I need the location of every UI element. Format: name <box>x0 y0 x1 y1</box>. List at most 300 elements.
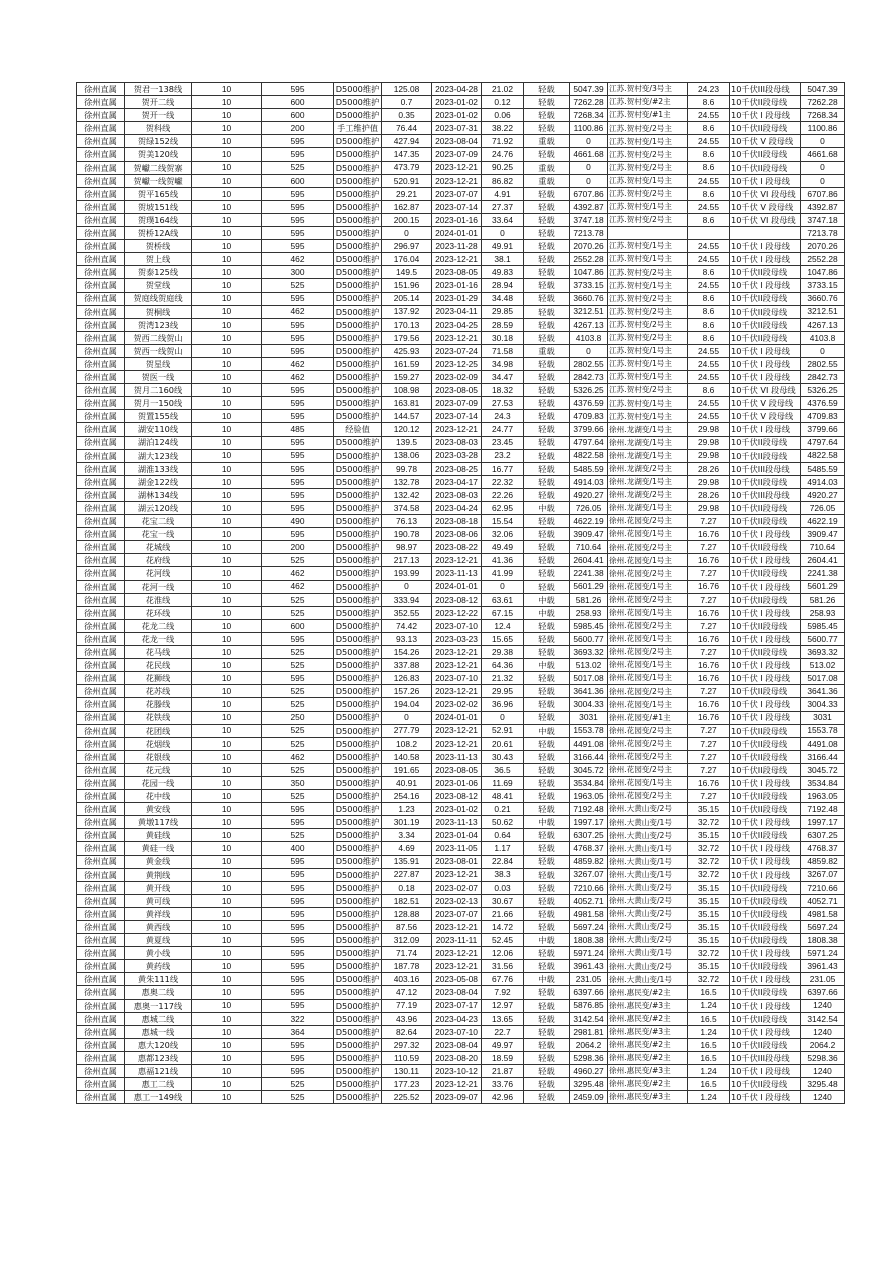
cell-open-capacity: 1963.05 <box>570 790 608 803</box>
cell-substation-transformer: 徐州.花园变/2号主 <box>608 567 688 580</box>
cell-load-status: 重载 <box>524 174 570 187</box>
cell-date: 2023-12-21 <box>432 724 482 737</box>
cell-date: 2023-08-03 <box>432 488 482 501</box>
cell-busbar-capacity: 5697.24 <box>801 921 845 934</box>
table-row <box>77 816 845 829</box>
cell-load-status: 轻载 <box>524 410 570 423</box>
cell-load: 108.2 <box>382 737 432 750</box>
cell-transformer-capacity: 24.55 <box>688 253 730 266</box>
cell-date: 2023-04-11 <box>432 305 482 318</box>
cell-line-name: 花滕线 <box>125 698 192 711</box>
cell-load: 138.06 <box>382 449 432 462</box>
cell-load-rate: 49.83 <box>482 266 524 279</box>
cell-conductor: 595 <box>262 632 334 645</box>
cell-transformer-capacity: 16.76 <box>688 776 730 789</box>
cell-voltage: 10 <box>192 318 262 331</box>
cell-maintain-mode: D5000维护 <box>334 541 382 554</box>
cell-busbar: 10千伏II段母线 <box>730 305 801 318</box>
cell-maintain-mode: D5000维护 <box>334 776 382 789</box>
cell-voltage: 10 <box>192 292 262 305</box>
cell-conductor: 462 <box>262 305 334 318</box>
table-row <box>77 187 845 200</box>
cell-load-rate: 21.87 <box>482 1065 524 1078</box>
cell-voltage: 10 <box>192 1051 262 1064</box>
cell-load-status: 轻载 <box>524 266 570 279</box>
table-row <box>77 698 845 711</box>
cell-conductor: 462 <box>262 371 334 384</box>
cell-open-capacity: 4960.27 <box>570 1065 608 1078</box>
cell-busbar-capacity: 1047.86 <box>801 266 845 279</box>
cell-load: 163.81 <box>382 397 432 410</box>
cell-load: 200.15 <box>382 213 432 226</box>
cell-voltage: 10 <box>192 384 262 397</box>
cell-load-rate: 15.65 <box>482 632 524 645</box>
cell-line-name: 黄金线 <box>125 855 192 868</box>
cell-date: 2023-07-14 <box>432 410 482 423</box>
cell-load-status: 轻载 <box>524 397 570 410</box>
cell-busbar: 10千伏II段母线 <box>730 619 801 632</box>
cell-busbar-capacity: 710.64 <box>801 541 845 554</box>
cell-maintain-mode: D5000维护 <box>334 829 382 842</box>
cell-conductor: 525 <box>262 279 334 292</box>
cell-busbar: 10千伏 VI 段母线 <box>730 187 801 200</box>
cell-open-capacity: 5876.85 <box>570 999 608 1012</box>
cell-open-capacity: 3693.32 <box>570 646 608 659</box>
cell-busbar: 10千伏II段母线 <box>730 475 801 488</box>
cell-transformer-capacity: 8.6 <box>688 122 730 135</box>
cell-open-capacity: 710.64 <box>570 541 608 554</box>
cell-busbar: 10千伏 I 段母线 <box>730 174 801 187</box>
cell-busbar: 10千伏II段母线 <box>730 934 801 947</box>
cell-date: 2023-04-24 <box>432 502 482 515</box>
cell-busbar: 10千伏 I 段母线 <box>730 973 801 986</box>
cell-maintain-mode: D5000维护 <box>334 227 382 240</box>
cell-voltage: 10 <box>192 436 262 449</box>
cell-load: 3.34 <box>382 829 432 842</box>
table-row <box>77 488 845 501</box>
cell-busbar: 10千伏II段母线 <box>730 986 801 999</box>
cell-line-name: 湖大123线 <box>125 449 192 462</box>
table-row <box>77 1091 845 1104</box>
cell-load-status: 轻载 <box>524 253 570 266</box>
cell-date: 2023-07-10 <box>432 619 482 632</box>
cell-date: 2023-02-13 <box>432 894 482 907</box>
cell-conductor: 595 <box>262 384 334 397</box>
cell-load-status: 轻载 <box>524 619 570 632</box>
cell-date: 2023-12-21 <box>432 685 482 698</box>
cell-unit: 徐州直属 <box>77 868 125 881</box>
cell-line-name: 贺星线 <box>125 357 192 370</box>
cell-load-rate: 62.95 <box>482 502 524 515</box>
cell-load: 193.99 <box>382 567 432 580</box>
cell-conductor: 595 <box>262 816 334 829</box>
cell-substation-transformer: 徐州.龙湖变/1号主 <box>608 449 688 462</box>
cell-transformer-capacity: 8.6 <box>688 331 730 344</box>
cell-load-rate: 21.32 <box>482 672 524 685</box>
cell-load-rate: 21.66 <box>482 907 524 920</box>
cell-unit: 徐州直属 <box>77 122 125 135</box>
cell-unit: 徐州直属 <box>77 934 125 947</box>
cell-load: 182.51 <box>382 894 432 907</box>
cell-load: 337.88 <box>382 659 432 672</box>
cell-unit: 徐州直属 <box>77 357 125 370</box>
cell-line-name: 黄安线 <box>125 803 192 816</box>
cell-load: 254.16 <box>382 790 432 803</box>
cell-busbar-capacity: 231.05 <box>801 973 845 986</box>
cell-voltage: 10 <box>192 1025 262 1038</box>
table-row <box>77 554 845 567</box>
cell-maintain-mode: D5000维护 <box>334 1012 382 1025</box>
cell-transformer-capacity: 35.15 <box>688 907 730 920</box>
cell-load-rate: 27.53 <box>482 397 524 410</box>
cell-busbar: 10千伏II段母线 <box>730 737 801 750</box>
cell-load: 0.7 <box>382 96 432 109</box>
cell-load-rate: 0 <box>482 580 524 593</box>
cell-load-rate: 30.67 <box>482 894 524 907</box>
cell-load-rate: 23.45 <box>482 436 524 449</box>
cell-open-capacity: 4392.87 <box>570 200 608 213</box>
cell-load-status: 轻载 <box>524 632 570 645</box>
cell-busbar-capacity: 3142.54 <box>801 1012 845 1025</box>
cell-voltage: 10 <box>192 593 262 606</box>
cell-busbar: 10千伏II段母线 <box>730 790 801 803</box>
cell-open-capacity: 3166.44 <box>570 750 608 763</box>
cell-load-status: 轻载 <box>524 685 570 698</box>
cell-substation-transformer: 徐州.花园变/1号主 <box>608 776 688 789</box>
cell-load-status: 轻载 <box>524 672 570 685</box>
cell-unit: 徐州直属 <box>77 240 125 253</box>
cell-load-status: 轻载 <box>524 279 570 292</box>
cell-transformer-capacity: 1.24 <box>688 1091 730 1104</box>
table-row <box>77 96 845 109</box>
table-row <box>77 528 845 541</box>
cell-voltage: 10 <box>192 161 262 174</box>
table-row <box>77 109 845 122</box>
cell-open-capacity: 4052.71 <box>570 894 608 907</box>
cell-line-name: 贺庭线贺庭线 <box>125 292 192 305</box>
cell-transformer-capacity: 16.76 <box>688 580 730 593</box>
cell-maintain-mode: D5000维护 <box>334 161 382 174</box>
cell-maintain-mode: D5000维护 <box>334 763 382 776</box>
cell-busbar-capacity: 2070.26 <box>801 240 845 253</box>
cell-load: 296.97 <box>382 240 432 253</box>
cell-load-rate: 90.25 <box>482 161 524 174</box>
cell-line-name: 贺湾123线 <box>125 318 192 331</box>
cell-substation-transformer: 徐州.花园变/2号主 <box>608 790 688 803</box>
cell-voltage: 10 <box>192 855 262 868</box>
cell-load: 157.26 <box>382 685 432 698</box>
cell-load: 352.55 <box>382 606 432 619</box>
cell-voltage: 10 <box>192 1065 262 1078</box>
cell-load-rate: 30.18 <box>482 331 524 344</box>
cell-open-capacity: 2241.38 <box>570 567 608 580</box>
cell-open-capacity: 4768.37 <box>570 842 608 855</box>
cell-load-status: 轻载 <box>524 1012 570 1025</box>
cell-substation-transformer <box>608 227 688 240</box>
cell-open-capacity: 2981.81 <box>570 1025 608 1038</box>
cell-unit: 徐州直属 <box>77 488 125 501</box>
cell-conductor: 595 <box>262 528 334 541</box>
cell-line-name: 贺桐线 <box>125 305 192 318</box>
cell-line-name: 贺上线 <box>125 253 192 266</box>
cell-line-name: 湖淮133线 <box>125 462 192 475</box>
cell-unit: 徐州直属 <box>77 1078 125 1091</box>
cell-transformer-capacity: 28.26 <box>688 488 730 501</box>
cell-line-name: 花淮线 <box>125 593 192 606</box>
cell-load: 149.5 <box>382 266 432 279</box>
table-row <box>77 1038 845 1051</box>
cell-busbar-capacity: 6397.66 <box>801 986 845 999</box>
cell-load-status: 轻载 <box>524 1038 570 1051</box>
cell-load: 135.91 <box>382 855 432 868</box>
cell-substation-transformer: 江苏.贺村变/1号主 <box>608 410 688 423</box>
cell-load-status: 中载 <box>524 724 570 737</box>
cell-substation-transformer: 徐州.大黄山变/2号 <box>608 934 688 947</box>
cell-unit: 徐州直属 <box>77 1091 125 1104</box>
table-row <box>77 384 845 397</box>
cell-busbar-capacity: 2802.55 <box>801 357 845 370</box>
cell-date: 2023-08-20 <box>432 1051 482 1064</box>
cell-date: 2023-12-21 <box>432 554 482 567</box>
cell-busbar-capacity: 5601.29 <box>801 580 845 593</box>
cell-substation-transformer: 徐州.花园变/1号主 <box>608 580 688 593</box>
cell-maintain-mode: D5000维护 <box>334 174 382 187</box>
cell-load: 301.19 <box>382 816 432 829</box>
cell-transformer-capacity: 1.24 <box>688 1065 730 1078</box>
cell-transformer-capacity: 7.27 <box>688 790 730 803</box>
cell-voltage: 10 <box>192 213 262 226</box>
cell-load: 4.69 <box>382 842 432 855</box>
cell-voltage: 10 <box>192 148 262 161</box>
cell-line-name: 花狮线 <box>125 672 192 685</box>
cell-load-status: 轻载 <box>524 122 570 135</box>
cell-busbar-capacity: 5326.25 <box>801 384 845 397</box>
cell-busbar: 10千伏II段母线 <box>730 161 801 174</box>
table-row <box>77 868 845 881</box>
cell-transformer-capacity: 8.6 <box>688 384 730 397</box>
cell-unit: 徐州直属 <box>77 907 125 920</box>
cell-load-status: 轻载 <box>524 554 570 567</box>
cell-date: 2023-03-28 <box>432 449 482 462</box>
cell-load-rate: 31.56 <box>482 960 524 973</box>
cell-load-rate: 0.21 <box>482 803 524 816</box>
cell-load: 40.91 <box>382 776 432 789</box>
cell-voltage: 10 <box>192 750 262 763</box>
cell-busbar: 10千伏 I 段母线 <box>730 1065 801 1078</box>
cell-load-rate: 27.37 <box>482 200 524 213</box>
cell-open-capacity: 3004.33 <box>570 698 608 711</box>
cell-load-rate: 71.58 <box>482 344 524 357</box>
table-row <box>77 135 845 148</box>
table-row <box>77 331 845 344</box>
cell-substation-transformer: 徐州.花园变/2号主 <box>608 646 688 659</box>
cell-busbar: 10千伏II段母线 <box>730 685 801 698</box>
cell-conductor: 364 <box>262 1025 334 1038</box>
cell-line-name: 贺西二线贺山 <box>125 331 192 344</box>
cell-unit: 徐州直属 <box>77 528 125 541</box>
cell-voltage: 10 <box>192 397 262 410</box>
cell-unit: 徐州直属 <box>77 161 125 174</box>
cell-busbar-capacity: 5298.36 <box>801 1051 845 1064</box>
cell-open-capacity: 5697.24 <box>570 921 608 934</box>
cell-open-capacity: 6397.66 <box>570 986 608 999</box>
cell-load-status: 轻载 <box>524 868 570 881</box>
line-load-table <box>76 82 845 1104</box>
cell-busbar: 10千伏 V 段母线 <box>730 410 801 423</box>
cell-date: 2023-11-13 <box>432 816 482 829</box>
cell-load-status: 轻载 <box>524 1091 570 1104</box>
cell-voltage: 10 <box>192 541 262 554</box>
cell-load-status: 轻载 <box>524 475 570 488</box>
cell-date: 2023-04-23 <box>432 1012 482 1025</box>
cell-date: 2023-08-12 <box>432 790 482 803</box>
table-row <box>77 305 845 318</box>
cell-unit: 徐州直属 <box>77 410 125 423</box>
cell-voltage: 10 <box>192 109 262 122</box>
cell-load-status: 轻载 <box>524 357 570 370</box>
cell-line-name: 黄药线 <box>125 960 192 973</box>
cell-transformer-capacity: 8.6 <box>688 292 730 305</box>
cell-load: 191.65 <box>382 763 432 776</box>
cell-load: 425.93 <box>382 344 432 357</box>
cell-line-name: 黄西线 <box>125 921 192 934</box>
cell-conductor: 485 <box>262 423 334 436</box>
cell-maintain-mode: D5000维护 <box>334 593 382 606</box>
cell-conductor: 595 <box>262 488 334 501</box>
cell-voltage: 10 <box>192 567 262 580</box>
cell-line-name: 贺美120线 <box>125 148 192 161</box>
cell-maintain-mode: D5000维护 <box>334 96 382 109</box>
cell-load-rate: 21.02 <box>482 83 524 96</box>
cell-load: 473.79 <box>382 161 432 174</box>
cell-maintain-mode: 经验值 <box>334 423 382 436</box>
cell-conductor: 595 <box>262 1051 334 1064</box>
cell-voltage: 10 <box>192 816 262 829</box>
cell-busbar-capacity: 4920.27 <box>801 488 845 501</box>
cell-conductor: 600 <box>262 619 334 632</box>
cell-busbar-capacity: 6707.86 <box>801 187 845 200</box>
cell-substation-transformer: 徐州.惠民变/#2主 <box>608 986 688 999</box>
cell-conductor: 350 <box>262 776 334 789</box>
cell-line-name: 贺开一线 <box>125 109 192 122</box>
cell-transformer-capacity: 16.5 <box>688 1038 730 1051</box>
cell-line-name: 惠大120线 <box>125 1038 192 1051</box>
cell-substation-transformer: 徐州.花园变/1号主 <box>608 606 688 619</box>
cell-transformer-capacity: 29.98 <box>688 502 730 515</box>
cell-busbar: 10千伏II段母线 <box>730 763 801 776</box>
cell-date: 2023-12-21 <box>432 161 482 174</box>
cell-conductor: 595 <box>262 947 334 960</box>
cell-load: 76.13 <box>382 515 432 528</box>
cell-substation-transformer: 江苏.贺村变/1号主 <box>608 357 688 370</box>
cell-unit: 徐州直属 <box>77 842 125 855</box>
cell-date: 2023-12-21 <box>432 331 482 344</box>
cell-voltage: 10 <box>192 187 262 200</box>
cell-open-capacity: 7213.78 <box>570 227 608 240</box>
cell-date: 2023-02-02 <box>432 698 482 711</box>
cell-load: 0 <box>382 227 432 240</box>
cell-conductor: 525 <box>262 593 334 606</box>
cell-line-name: 花团线 <box>125 724 192 737</box>
cell-transformer-capacity: 8.6 <box>688 161 730 174</box>
cell-date: 2023-07-09 <box>432 397 482 410</box>
cell-load-status: 轻载 <box>524 1051 570 1064</box>
cell-load: 0.35 <box>382 109 432 122</box>
table-row <box>77 842 845 855</box>
cell-load-status: 轻载 <box>524 790 570 803</box>
cell-line-name: 花元线 <box>125 763 192 776</box>
cell-transformer-capacity: 7.27 <box>688 724 730 737</box>
cell-line-name: 贺平165线 <box>125 187 192 200</box>
cell-line-name: 花环线 <box>125 606 192 619</box>
cell-substation-transformer: 徐州.龙湖变/1号主 <box>608 423 688 436</box>
cell-open-capacity: 3267.07 <box>570 868 608 881</box>
cell-busbar: 10千伏II段母线 <box>730 96 801 109</box>
cell-busbar-capacity: 1100.86 <box>801 122 845 135</box>
cell-substation-transformer: 江苏.贺村变/#2主 <box>608 96 688 109</box>
cell-substation-transformer: 江苏.贺村变/2号主 <box>608 187 688 200</box>
cell-load-rate: 0 <box>482 711 524 724</box>
cell-load: 217.13 <box>382 554 432 567</box>
cell-open-capacity: 5985.45 <box>570 619 608 632</box>
cell-substation-transformer: 徐州.惠民变/#3主 <box>608 999 688 1012</box>
cell-open-capacity: 2070.26 <box>570 240 608 253</box>
cell-line-name: 花中线 <box>125 790 192 803</box>
cell-maintain-mode: D5000维护 <box>334 318 382 331</box>
table-row <box>77 502 845 515</box>
cell-substation-transformer: 徐州.花园变/1号主 <box>608 698 688 711</box>
cell-substation-transformer: 徐州.大黄山变/1号 <box>608 973 688 986</box>
cell-busbar-capacity: 3660.76 <box>801 292 845 305</box>
cell-maintain-mode: D5000维护 <box>334 266 382 279</box>
cell-line-name: 湖安110线 <box>125 423 192 436</box>
cell-unit: 徐州直属 <box>77 83 125 96</box>
cell-busbar-capacity: 3004.33 <box>801 698 845 711</box>
cell-substation-transformer: 徐州.花园变/2号主 <box>608 750 688 763</box>
cell-busbar: 10千伏II段母线 <box>730 148 801 161</box>
cell-substation-transformer: 徐州.大黄山变/2号 <box>608 921 688 934</box>
cell-transformer-capacity: 8.6 <box>688 96 730 109</box>
cell-load: 93.13 <box>382 632 432 645</box>
cell-maintain-mode: D5000维护 <box>334 947 382 960</box>
cell-date: 2023-11-11 <box>432 934 482 947</box>
cell-line-name: 贺泰125线 <box>125 266 192 279</box>
cell-busbar: 10千伏 I 段母线 <box>730 528 801 541</box>
table-row <box>77 947 845 960</box>
cell-date: 2023-08-05 <box>432 384 482 397</box>
cell-load-status: 轻载 <box>524 776 570 789</box>
cell-voltage: 10 <box>192 672 262 685</box>
cell-line-name: 湖林134线 <box>125 488 192 501</box>
cell-line-name: 黄小线 <box>125 947 192 960</box>
cell-open-capacity: 6307.25 <box>570 829 608 842</box>
cell-busbar: 10千伏II段母线 <box>730 122 801 135</box>
cell-line-name: 黄祥线 <box>125 907 192 920</box>
cell-date: 2023-12-25 <box>432 357 482 370</box>
cell-line-name: 花龙二线 <box>125 619 192 632</box>
cell-unit: 徐州直属 <box>77 711 125 724</box>
cell-busbar: 10千伏 I 段母线 <box>730 580 801 593</box>
cell-substation-transformer: 江苏.贺村变/1号主 <box>608 253 688 266</box>
cell-busbar-capacity: 5047.39 <box>801 83 845 96</box>
cell-load-status: 轻载 <box>524 462 570 475</box>
cell-transformer-capacity: 35.15 <box>688 921 730 934</box>
cell-busbar: 10千伏II段母线 <box>730 331 801 344</box>
cell-unit: 徐州直属 <box>77 829 125 842</box>
cell-voltage: 10 <box>192 449 262 462</box>
cell-load-status: 轻载 <box>524 436 570 449</box>
cell-busbar-capacity: 4661.68 <box>801 148 845 161</box>
